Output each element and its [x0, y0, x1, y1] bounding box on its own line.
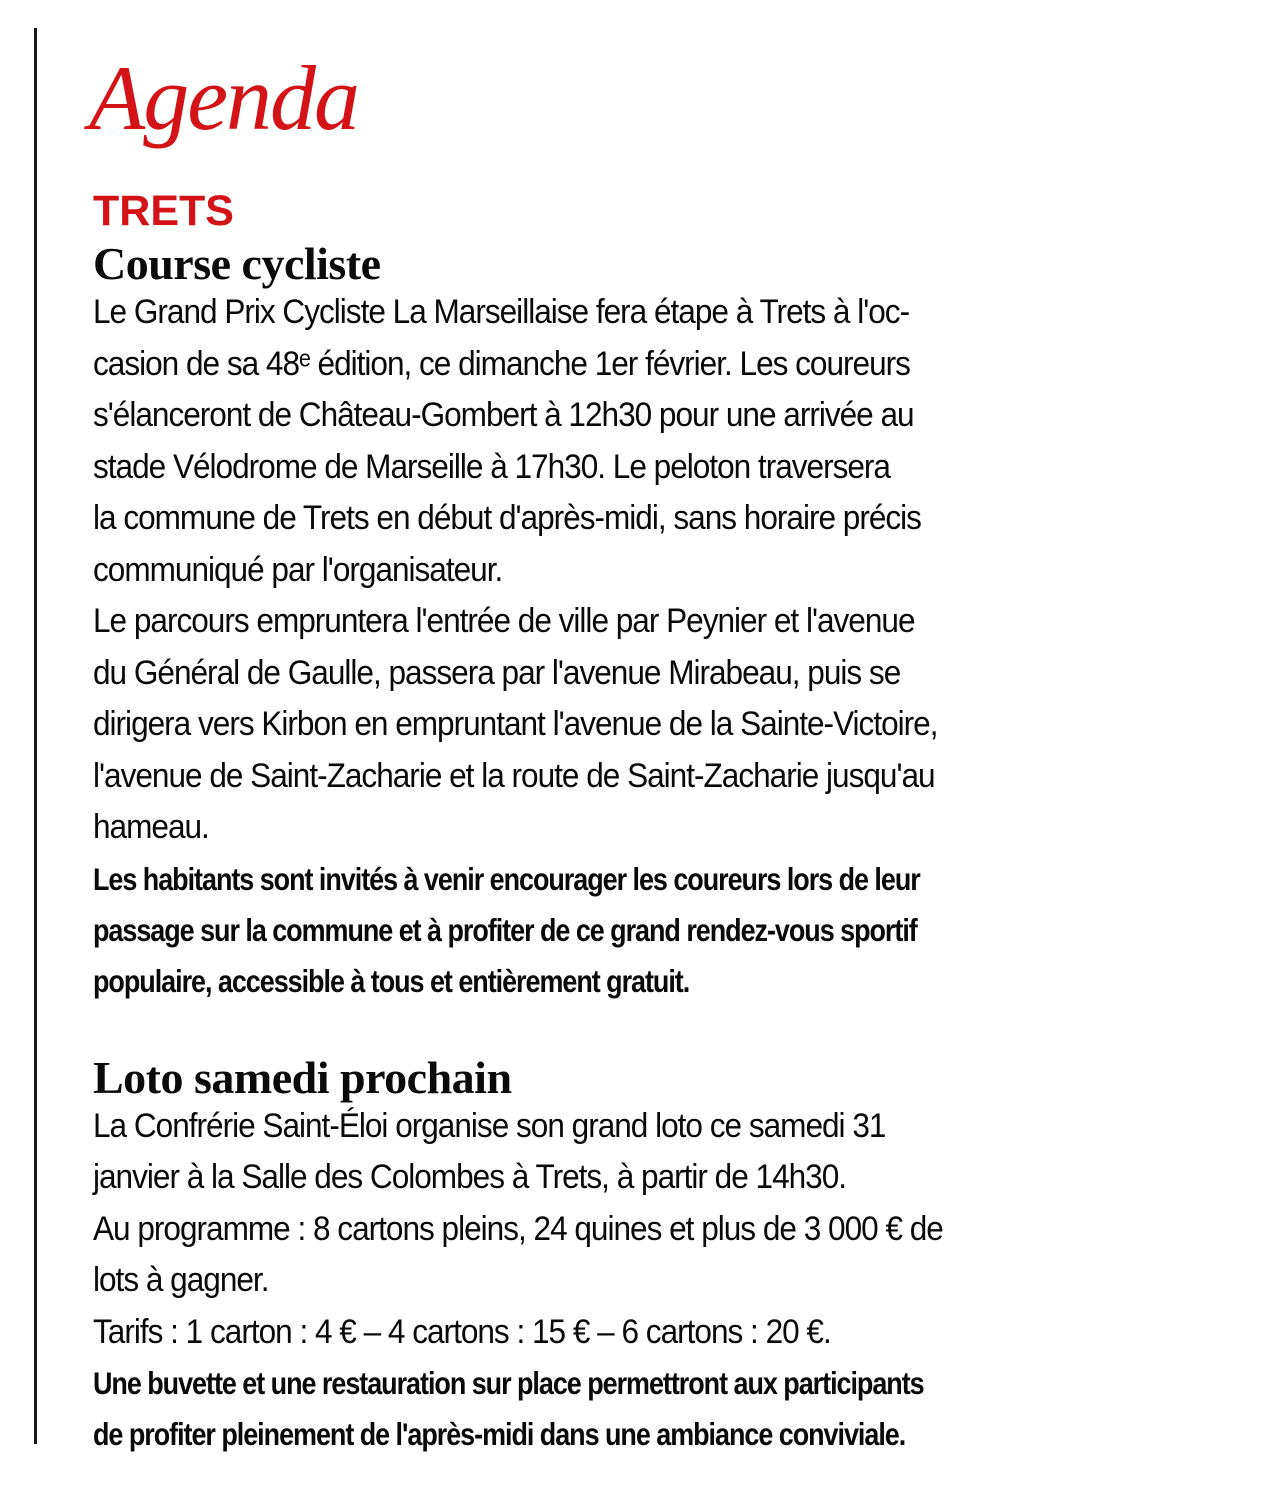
article-body: [93, 287, 1264, 854]
body-line: du Général de Gaulle, passera par l'avenue Mirabeau, puis se: [93, 653, 901, 692]
body-line: hameau.: [93, 808, 209, 846]
body-line: Au programme : 8 cartons pleins, 24 quines et plus de 3 000 € de: [93, 1209, 943, 1248]
article-headline: Course cycliste: [93, 238, 381, 289]
article-course-cycliste: [93, 238, 1263, 1007]
emphasis-line: de profiter pleinement de l'après-midi dans une ambiance conviviale.: [93, 1416, 906, 1452]
agenda-column: [89, 0, 1263, 1460]
emphasis-line: Une buvette et une restauration sur place permettront aux participants: [93, 1365, 924, 1401]
emphasis-line: populaire, accessible à tous et entièrement gratuit.: [93, 962, 690, 999]
body-line: la commune de Trets en début d'après-midi, sans horaire précis: [93, 499, 921, 537]
column-rule: [34, 28, 37, 1444]
body-line: s'élanceront de Château-Gombert à 12h30 pour une arrivée au: [93, 396, 914, 434]
body-line: janvier à la Salle des Colombes à Trets, à partir de 14h30.: [93, 1158, 847, 1196]
body-line: casion de sa 48ᵉ édition, ce dimanche 1er février. Les coureurs: [93, 344, 910, 383]
article-emphasis: [93, 1358, 1264, 1460]
body-line: dirigera vers Kirbon en empruntant l'avenue de la Sainte-Victoire,: [93, 705, 938, 743]
body-line: stade Vélodrome de Marseille à 17h30. Le peloton traversera: [93, 447, 890, 486]
body-line: Le parcours empruntera l'entrée de ville par Peynier et l'avenue: [93, 602, 915, 640]
body-line: Le Grand Prix Cycliste La Marseillaise fera étape à Trets à l'oc-: [93, 293, 910, 331]
town-label: TRETS: [93, 187, 234, 235]
body-line: Tarifs : 1 carton : 4 € – 4 cartons : 15 € – 6 cartons : 20 €.: [93, 1312, 831, 1351]
emphasis-line: passage sur la commune et à profiter de ce grand rendez-vous sportif: [93, 911, 917, 948]
body-line: l'avenue de Saint-Zacharie et la route de Saint-Zacharie jusqu'au: [93, 756, 935, 795]
article-headline: Loto samedi prochain: [93, 1051, 512, 1103]
section-title: Agenda: [89, 47, 359, 149]
emphasis-line: Les habitants sont invités à venir encourager les coureurs lors de leur: [93, 860, 920, 897]
article-loto: [93, 1051, 1263, 1461]
body-line: communiqué par l'organisateur.: [93, 550, 503, 589]
body-line: lots à gagner.: [93, 1261, 269, 1299]
article-body: [93, 1101, 1264, 1359]
article-emphasis: [93, 854, 1264, 1007]
body-line: La Confrérie Saint-Éloi organise son grand loto ce samedi 31: [93, 1106, 886, 1145]
